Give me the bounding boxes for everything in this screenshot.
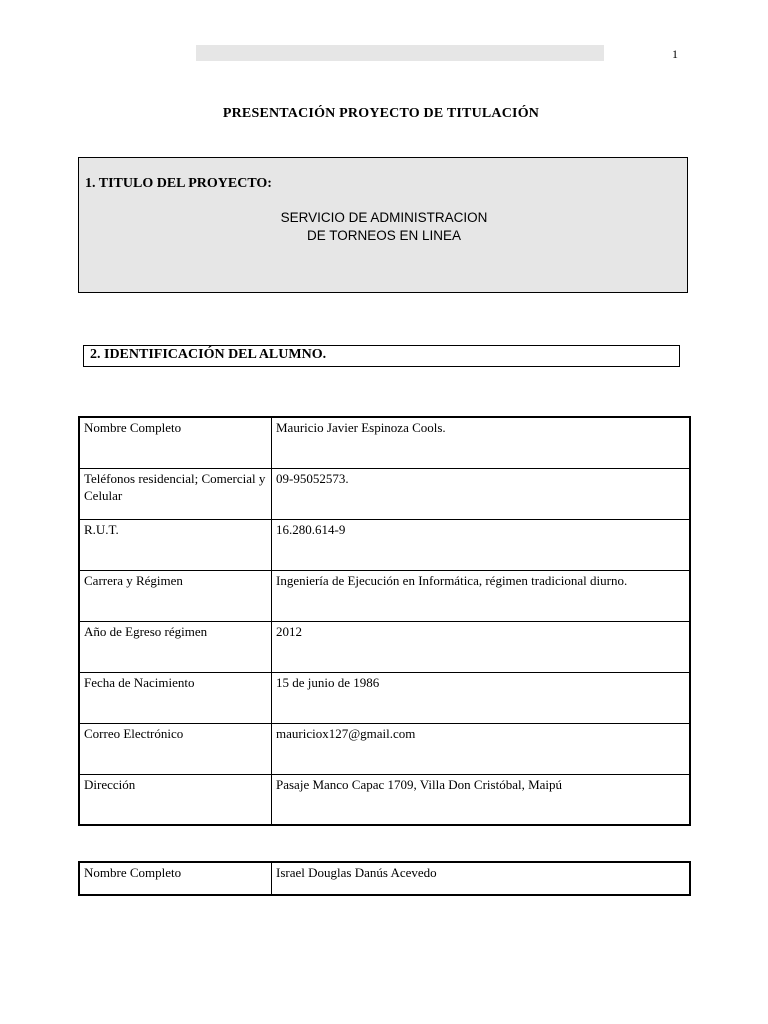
field-value-address: Pasaje Manco Capac 1709, Villa Don Cristóbal, Maipú xyxy=(272,774,691,825)
field-label-graduation-year: Año de Egreso régimen xyxy=(79,621,272,672)
project-title xyxy=(79,209,689,245)
table-row xyxy=(79,621,690,672)
section-1-heading: 1. TITULO DEL PROYECTO: xyxy=(85,176,272,191)
field-value-name: Israel Douglas Danús Acevedo xyxy=(272,862,691,895)
student-identification-box xyxy=(83,345,680,367)
field-label-rut: R.U.T. xyxy=(79,519,272,570)
student-1-table xyxy=(78,416,691,826)
table-row xyxy=(79,570,690,621)
field-value-email: mauriciox127@gmail.com xyxy=(272,723,691,774)
project-title-line-2: DE TORNEOS EN LINEA xyxy=(306,228,462,243)
field-value-name: Mauricio Javier Espinoza Cools. xyxy=(272,417,691,468)
field-label-career: Carrera y Régimen xyxy=(79,570,272,621)
field-label-birth-date: Fecha de Nacimiento xyxy=(79,672,272,723)
page-number: 1 xyxy=(672,47,678,61)
field-value-career: Ingeniería de Ejecución en Informática, régimen tradicional diurno. xyxy=(272,570,691,621)
header-bar xyxy=(196,45,604,61)
table-row xyxy=(79,774,690,825)
field-value-birth-date: 15 de junio de 1986 xyxy=(272,672,691,723)
field-value-phones: 09-95052573. xyxy=(272,468,691,519)
project-title-box xyxy=(78,157,688,293)
table-row xyxy=(79,417,690,468)
project-title-line-1: SERVICIO DE ADMINISTRACION xyxy=(280,210,488,225)
table-row xyxy=(79,723,690,774)
student-2-table xyxy=(78,861,691,896)
field-value-rut: 16.280.614-9 xyxy=(272,519,691,570)
table-row xyxy=(79,672,690,723)
table-row xyxy=(79,862,690,895)
field-value-graduation-year: 2012 xyxy=(272,621,691,672)
field-label-name: Nombre Completo xyxy=(79,417,272,468)
table-row xyxy=(79,468,690,519)
table-row xyxy=(79,519,690,570)
field-label-phones: Teléfonos residencial; Comercial y Celular xyxy=(79,468,272,519)
field-label-email: Correo Electrónico xyxy=(79,723,272,774)
field-label-name: Nombre Completo xyxy=(79,862,272,895)
section-2-heading: 2. IDENTIFICACIÓN DEL ALUMNO. xyxy=(90,347,327,362)
field-label-address: Dirección xyxy=(79,774,272,825)
document-title: PRESENTACIÓN PROYECTO DE TITULACIÓN xyxy=(222,106,540,121)
